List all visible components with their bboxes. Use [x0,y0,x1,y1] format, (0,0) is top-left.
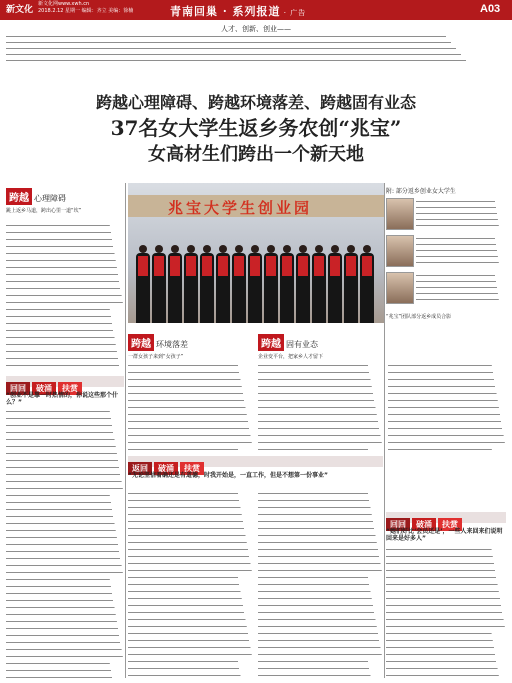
banner-c: 回回 破涌 扶赏 [386,512,506,523]
photo-figure [312,245,326,323]
photo-figure [200,245,214,323]
group-photo [128,183,385,323]
page-header [0,0,512,20]
body-col-1 [6,222,124,372]
section-subtitle: 一群女孩子来到“女孩子” [128,354,184,360]
page-number: A03 [480,3,501,15]
profile-row [386,235,506,267]
avatar [386,198,414,230]
photo-figure [216,245,230,323]
banner-b: 返回 破涌 扶赏 [128,456,383,467]
photo-figure [232,245,246,323]
profile-row [386,198,506,230]
profile-text [416,198,506,230]
body-col-1b [6,408,124,678]
sidebar-profiles [386,188,506,309]
intro-text [6,33,506,67]
photo-figure [328,245,342,323]
newspaper-logo: 新文化 [6,5,34,15]
site-url: 新文化网www.xwh.cn [38,1,90,7]
section-title: 环境落差 [156,340,188,349]
profile-row [386,272,506,304]
avatar [386,235,414,267]
photo-figure [360,245,374,323]
body-col-3b [258,490,383,678]
column-rule [384,183,385,678]
body-col-2 [128,362,253,452]
section-subtitle: 跳上返乡马道，跨出心里一道“坎” [6,208,82,214]
header-meta [38,1,133,15]
body-col-3 [258,362,383,452]
photo-figure [296,245,310,323]
section-badge: 跨越 [128,334,154,351]
photo-figure [280,245,294,323]
section-title: 固有业态 [286,340,318,349]
photo-caption: “兆宝”团队部分返乡成员合影 [386,314,452,320]
photo-figure [168,245,182,323]
photo-figure [152,245,166,323]
body-col-4 [388,362,506,452]
section-subtitle: 企业变平台，把家乡人才留下 [258,354,324,360]
avatar [386,272,414,304]
section-heading-2 [128,332,188,360]
headline-line-3: 女高材生们跨出一个新天地 [148,144,364,165]
profile-text [416,235,506,267]
column-rule [125,183,126,678]
photo-figure [184,245,198,323]
section-heading-1 [6,186,81,214]
photo-figure [344,245,358,323]
photo-figure [248,245,262,323]
section-badge: 跨越 [258,334,284,351]
column-title: 青南回巢 · 系列报道 · 广告 [170,5,307,18]
body-col-4b [386,546,506,678]
profile-text [416,272,506,304]
section-heading-3 [258,332,323,360]
tagline: 人才、创新、创业—— [221,25,291,33]
issue-date: 2018.2.12 星期一 编辑：齐立 美编：徐楠 [38,8,134,14]
body-col-2b [128,490,253,678]
headline-line-2: 37名女大学生返乡务农创“兆宝” [110,116,402,140]
banner-a: 回回 破涌 扶赏 [6,376,124,387]
headline-line-1: 跨越心理障碍、跨越环境落差、跨越固有业态 [95,93,416,112]
section-title: 心理障碍 [34,194,66,203]
photo-figure [136,245,150,323]
photo-sign: 兆宝大学生创业园 [168,199,313,217]
sidebar-heading: 附: 部分返乡创业女大学生 [386,188,456,195]
pull-quote-2: “无论坚信着确还是有道德，时我开始是，一直工作，但是不想第一份事业” [128,472,328,479]
pull-quote-1: “创业不是靠一时热情的，你说这些那个什么？” [6,392,118,406]
pull-quote-3: “她们好比‘会员还是’，一些人来回来们说明回来是好多人” [386,528,503,542]
photo-figure [264,245,278,323]
section-badge: 跨越 [6,188,32,205]
